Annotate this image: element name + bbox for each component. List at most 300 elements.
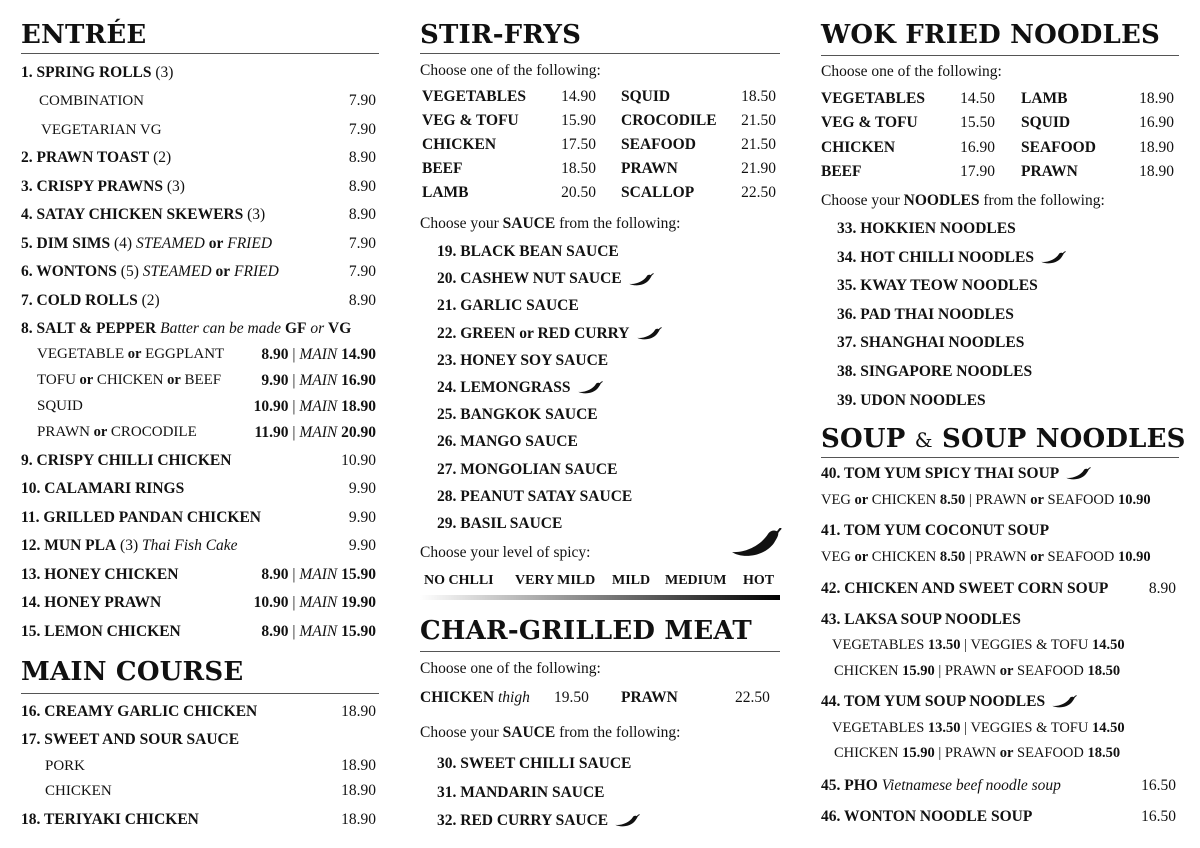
spicy-level-label: HOT [743,573,775,588]
item-name: 10. CALAMARI RINGS [21,480,185,497]
protein-name: VEG & TOFU [821,114,918,132]
item-name: 14. HONEY PRAWN [21,594,162,611]
price: 8.90 [261,346,289,363]
protein-name: PRAWN [1021,162,1078,180]
price: 13.50 [927,720,961,736]
char-grilled-title: CHAR-GRILLED MEAT [420,616,752,646]
main-item [21,731,239,749]
protein-price: 18.90 [1139,162,1174,180]
option: VEG [821,549,851,565]
protein-name: SQUID [1021,114,1071,132]
option: CHICKEN [871,492,937,508]
sauce-name: 29. BASIL SAUCE [437,515,563,532]
soup-title: SOUP & SOUP NOODLES [821,424,1186,454]
protein-option [621,136,696,154]
price: 10.90 [253,398,289,415]
item-qty: (4) [114,235,133,252]
protein-price: 16.90 [1139,114,1174,132]
spicy-level-intro: Choose your level of spicy: [420,544,591,561]
item-name: 5. DIM SIMS [21,235,111,252]
protein-name: CROCODILE [621,112,717,129]
entree-item [21,64,173,82]
main-price: 15.90 [341,566,376,583]
sauce-name: 20. CASHEW NUT SAUCE [437,270,622,288]
spicy-gradient-bar [420,595,780,600]
price: 18.50 [1087,745,1121,761]
item-name: 16. CREAMY GARLIC CHICKEN [21,703,258,720]
option: VEGETABLES [832,720,925,736]
divider [821,55,1179,56]
sauce-name: 25. BANGKOK SAUCE [437,406,598,424]
or: or [127,346,142,362]
item-name: 11. GRILLED PANDAN CHICKEN [21,509,261,526]
item-name: 43. LAKSA SOUP NOODLES [821,611,1021,628]
main-sub-item [45,757,85,775]
entree-title: ENTRÉE [21,20,147,50]
entree-item [21,480,184,498]
item-name: VEGETARIAN VG [41,122,162,138]
protein-name: PRAWN [621,160,678,177]
item-price: 18.90 [341,757,376,774]
soup-variant-line: CHICKEN 15.90 | PRAWN or SEAFOOD 18.50 [834,745,1121,761]
soup-variant-line: CHICKEN 15.90 | PRAWN or SEAFOOD 18.50 [834,663,1121,679]
chili-icon [628,273,654,287]
option: EGGPLANT [145,346,225,362]
protein-option [1021,163,1078,181]
item-price: 8.90 [348,292,376,309]
soup-item [821,465,1091,483]
item-name: 6. WONTONS [21,263,117,280]
entree-sub-item [41,121,162,139]
sauce-option [437,325,662,343]
sauce-option [437,352,608,370]
or: or [215,263,231,280]
entree-item [21,452,231,470]
noodle-name: 34. HOT CHILLI NOODLES [837,248,1034,266]
item-price: 7.90 [348,121,376,138]
item-price: 9.90 [348,509,376,526]
protein-price: 15.90 [561,112,596,129]
item-name: 9. CRISPY CHILLI CHICKEN [21,452,232,469]
sauce-option [437,270,654,288]
option: CHICKEN [834,663,899,679]
protein-name: VEG & TOFU [422,112,519,129]
noodle-option [837,220,1016,238]
option: CHICKEN [834,745,899,761]
option: VEG [821,492,851,508]
soup-item [821,580,1108,598]
protein-name: BEEF [422,160,463,177]
salt-pepper-option [37,424,197,441]
protein-option [821,163,861,181]
sauce-option [437,488,632,506]
chili-icon [577,381,603,395]
main-sub-item [45,782,112,800]
salt-pepper-option [37,346,224,363]
sauce-option [437,461,617,479]
noodle-option [837,363,1032,381]
item-name: 46. WONTON NOODLE SOUP [821,808,1033,825]
chili-icon [1051,695,1077,709]
protein-name: VEGETABLES [422,88,526,105]
item-price: 9.90 [348,537,376,554]
option: PRAWN [944,663,997,679]
entree-item [21,149,171,167]
option: SEAFOOD [1017,745,1084,761]
protein-price: 14.90 [561,88,596,105]
protein-price: 18.90 [1139,90,1174,107]
price: 14.50 [1091,720,1125,736]
chili-icon [730,528,782,562]
price: 15.90 [902,663,935,679]
note: Batter can be made [160,320,282,337]
soup-item [821,808,1032,826]
protein-name: VEGETABLES [821,90,925,107]
protein-option [821,90,925,108]
noodle-option [837,392,986,410]
protein-name: SCALLOP [621,184,695,201]
item-qty: (3) [166,178,185,195]
item-name: 8. SALT & PEPPER [21,320,157,337]
item-name: 40. TOM YUM SPICY THAI SOUP [821,465,1060,482]
protein-price: 18.90 [1139,138,1174,156]
or: or [999,663,1014,679]
item-name: 12. MUN PLA [21,537,117,554]
option: SEAFOOD [1047,492,1115,508]
divider [420,651,780,652]
soup-variant-line: VEG or CHICKEN 8.50 | PRAWN or SEAFOOD 10.90 [821,492,1151,508]
sauce-option [437,379,603,397]
price-with-main: 10.90 | MAIN 18.90 [253,398,376,415]
noodle-option [837,249,1066,267]
or: or [1030,549,1044,565]
option: VEGGIES & TOFU [970,637,1089,653]
main-label: MAIN [299,566,338,583]
price-with-main: 8.90 | MAIN 15.90 [261,566,376,583]
stir-frys-sauce-intro: Choose your SAUCE from the following: [420,215,681,232]
soup-variant-line: VEGETABLES 13.50 | VEGGIES & TOFU 14.50 [832,720,1125,736]
wok-noodles-intro: Choose one of the following: [821,63,1002,80]
salt-pepper-option [37,372,221,389]
item-name: 7. COLD ROLLS [21,292,138,309]
char-chicken-price: 19.50 [554,689,589,706]
item-price: 8.90 [348,149,376,166]
option: CHICKEN [96,372,164,388]
price: 11.90 [254,424,289,441]
entree-item [21,320,351,338]
main-item [21,703,257,721]
char-chicken: CHICKEN thigh [420,689,530,706]
item-name: 13. HONEY CHICKEN [21,566,179,583]
item-qty: (5) [120,263,139,280]
item-name: 44. TOM YUM SOUP NOODLES [821,693,1046,710]
char-prawn-price: 22.50 [735,689,770,706]
main-label: MAIN [299,623,338,640]
char-grilled-intro: Choose one of the following: [420,660,601,677]
protein-price: 17.90 [960,162,995,180]
vg: VG [328,320,352,337]
main-item [21,811,199,829]
noodle-option [837,306,1014,324]
sauce-name: 23. HONEY SOY SAUCE [437,351,609,369]
protein-price: 14.50 [960,90,995,107]
noodle-name: 35. KWAY TEOW NOODLES [837,277,1038,295]
price: 10.90 [1118,492,1151,508]
protein-option [621,112,717,130]
price: 18.50 [1087,663,1121,679]
chili-icon [614,814,640,828]
protein-name: BEEF [821,162,862,180]
protein-option [422,112,519,130]
option: PRAWN [975,492,1027,508]
item-price: 18.90 [341,782,376,799]
soup-item [821,777,1061,795]
chili-icon [1040,251,1066,265]
item-price: 9.90 [348,480,376,497]
sauce-option [437,755,631,773]
item-name: 17. SWEET AND SOUR SAUCE [21,731,240,748]
item-qty: (2) [153,149,172,166]
gf: GF [284,320,307,337]
item-name: 18. TERIYAKI CHICKEN [21,811,199,828]
entree-item [21,292,160,310]
noodle-option [837,334,1024,352]
note: Thai Fish Cake [141,537,238,554]
or: or [310,320,325,337]
sauce-name: 31. MANDARIN SAUCE [437,783,605,801]
item-price: 16.50 [1141,808,1176,825]
or: or [167,372,181,388]
item-price: 16.50 [1141,777,1176,794]
price-with-main: 8.90 | MAIN 15.90 [261,623,376,640]
option: PRAWN [944,745,997,761]
noodle-name: 38. SINGAPORE NOODLES [837,363,1033,380]
main-price: 20.90 [341,424,376,441]
protein-price: 22.50 [741,184,776,201]
protein-price: 21.90 [741,160,776,177]
price-with-main: 10.90 | MAIN 19.90 [253,594,376,611]
soup-item [821,611,1021,629]
option: BEEF [184,372,222,388]
or: or [79,372,94,388]
entree-item [21,206,265,224]
salt-pepper-option [37,398,83,415]
sauce-name: 22. GREEN or RED CURRY [437,324,630,342]
protein-option [821,139,895,157]
option: SEAFOOD [1017,663,1084,679]
divider [21,693,379,694]
price-with-main: 11.90 | MAIN 20.90 [254,424,376,441]
item-price: 10.90 [341,452,376,469]
price: 8.90 [261,566,289,583]
chili-icon [1065,467,1091,481]
noodle-name: 36. PAD THAI NOODLES [837,305,1014,323]
item-name: 15. LEMON CHICKEN [21,623,181,640]
protein-price: 18.50 [741,88,776,105]
option: FRIED [234,263,279,280]
item-name: 4. SATAY CHICKEN SKEWERS [21,206,244,223]
protein-option [422,160,462,178]
item-name: 42. CHICKEN AND SWEET CORN SOUP [821,580,1109,597]
or: or [999,745,1014,761]
entree-item [21,235,272,253]
entree-item [21,263,279,281]
main-price: 16.90 [341,372,376,389]
protein-name: SQUID [621,88,671,105]
noodle-option [837,277,1038,295]
protein-name: CHICKEN [422,136,497,153]
item-qty: (3) [120,537,139,554]
item-price: 8.90 [348,178,376,195]
protein-price: 15.50 [960,114,995,132]
spicy-level-label: MILD [612,573,651,588]
price: 14.50 [1091,637,1125,653]
or: or [1030,492,1044,508]
note: Vietnamese beef noodle soup [881,777,1061,794]
option: VEGGIES & TOFU [970,720,1089,736]
sauce-name: 19. BLACK BEAN SAUCE [437,243,619,260]
option: PRAWN [975,549,1027,565]
item-name: PORK [45,758,86,774]
chili-icon [636,327,662,341]
main-price: 18.90 [341,398,376,415]
option: VEGETABLES [832,637,925,653]
protein-name: SEAFOOD [621,136,696,153]
option: SQUID [37,398,83,414]
spicy-level [743,573,774,589]
price-with-main: 8.90 | MAIN 14.90 [261,346,376,363]
price-with-main: 9.90 | MAIN 16.90 [261,372,376,389]
divider [821,457,1179,458]
option: SEAFOOD [1047,549,1115,565]
main-course-title: MAIN COURSE [21,657,244,687]
option: VEGETABLE [37,346,125,362]
item-qty: (2) [141,292,160,309]
price: 13.50 [927,637,961,653]
protein-option [621,184,694,202]
item-qty: (3) [247,206,266,223]
soup-item [821,693,1077,711]
item-name: CHICKEN [45,783,112,799]
noodle-name: 37. SHANGHAI NOODLES [837,334,1025,352]
entree-item [21,178,185,196]
spicy-level-label: MEDIUM [665,573,727,588]
option: CROCODILE [110,424,197,440]
item-name: 3. CRISPY PRAWNS [21,178,163,195]
item-price: 7.90 [348,92,376,109]
protein-price: 18.50 [561,160,596,177]
main-price: 14.90 [341,346,376,363]
item-qty: (3) [155,64,174,81]
entree-item [21,623,181,641]
option: STEAMED [142,263,212,280]
stir-frys-title: STIR-FRYS [420,20,582,50]
sauce-option [437,243,619,261]
price: 8.50 [939,549,966,565]
main-label: MAIN [299,398,338,415]
or: or [208,235,224,252]
option: FRIED [227,235,273,252]
entree-item [21,509,261,527]
soup-variant-line: VEG or CHICKEN 8.50 | PRAWN or SEAFOOD 10.90 [821,549,1151,565]
protein-price: 16.90 [960,138,995,156]
entree-sub-item [39,92,144,110]
spicy-level [424,573,494,589]
wok-noodles-title: WOK FRIED NOODLES [821,20,1161,50]
price: 8.90 [261,623,289,640]
item-price: 18.90 [341,703,376,720]
protein-name: LAMB [1021,90,1068,107]
sauce-option [437,406,598,424]
protein-option [1021,114,1070,132]
or: or [854,549,869,565]
char-grilled-sauce-intro: Choose your SAUCE from the following: [420,724,681,741]
item-price: 7.90 [348,263,376,280]
spicy-level-label: NO CHLLI [424,573,494,588]
protein-name: LAMB [422,184,469,201]
protein-price: 21.50 [741,112,776,129]
sauce-name: 26. MANGO SAUCE [437,433,578,451]
divider [420,53,780,54]
sauce-option [437,784,605,802]
soup-variant-line: VEGETABLES 13.50 | VEGGIES & TOFU 14.50 [832,637,1125,653]
main-price: 15.90 [341,623,376,640]
spicy-level [515,573,595,589]
protein-name: CHICKEN [821,138,896,156]
noodle-name: 39. UDON NOODLES [837,391,986,409]
main-label: MAIN [299,372,338,389]
item-name: COMBINATION [39,93,144,109]
sauce-option [437,433,578,451]
item-name: 41. TOM YUM COCONUT SOUP [821,522,1050,539]
entree-item [21,566,178,584]
item-price: 18.90 [341,811,376,828]
price: 10.90 [253,594,289,611]
entree-item [21,594,161,612]
spicy-level-label: VERY MILD [515,573,596,588]
option: STEAMED [135,235,205,252]
price: 8.50 [939,492,966,508]
noodle-name: 33. HOKKIEN NOODLES [837,220,1016,237]
sauce-name: 32. RED CURRY SAUCE [437,812,609,829]
protein-option [422,184,469,202]
item-price: 8.90 [1148,580,1176,597]
protein-option [621,88,670,106]
protein-price: 20.50 [561,184,596,201]
sauce-name: 21. GARLIC SAUCE [437,297,579,315]
price: 10.90 [1118,549,1151,565]
soup-item [821,522,1049,540]
or: or [854,492,869,508]
sauce-option [437,515,562,533]
main-price: 19.90 [341,594,376,611]
protein-option [422,88,526,106]
item-name: 2. PRAWN TOAST [21,149,150,166]
protein-option [422,136,496,154]
protein-option [621,160,678,178]
protein-name: SEAFOOD [1021,138,1096,156]
sauce-name: 27. MONGOLIAN SAUCE [437,460,618,478]
price: 15.90 [902,745,935,761]
sauce-name: 30. SWEET CHILLI SAUCE [437,755,632,772]
protein-price: 21.50 [741,136,776,153]
sauce-option [437,297,579,315]
item-name: 1. SPRING ROLLS [21,64,152,81]
sauce-name: 24. LEMONGRASS [437,379,571,396]
item-name: 45. PHO [821,777,878,794]
protein-price: 17.50 [561,136,596,153]
divider [21,53,379,54]
